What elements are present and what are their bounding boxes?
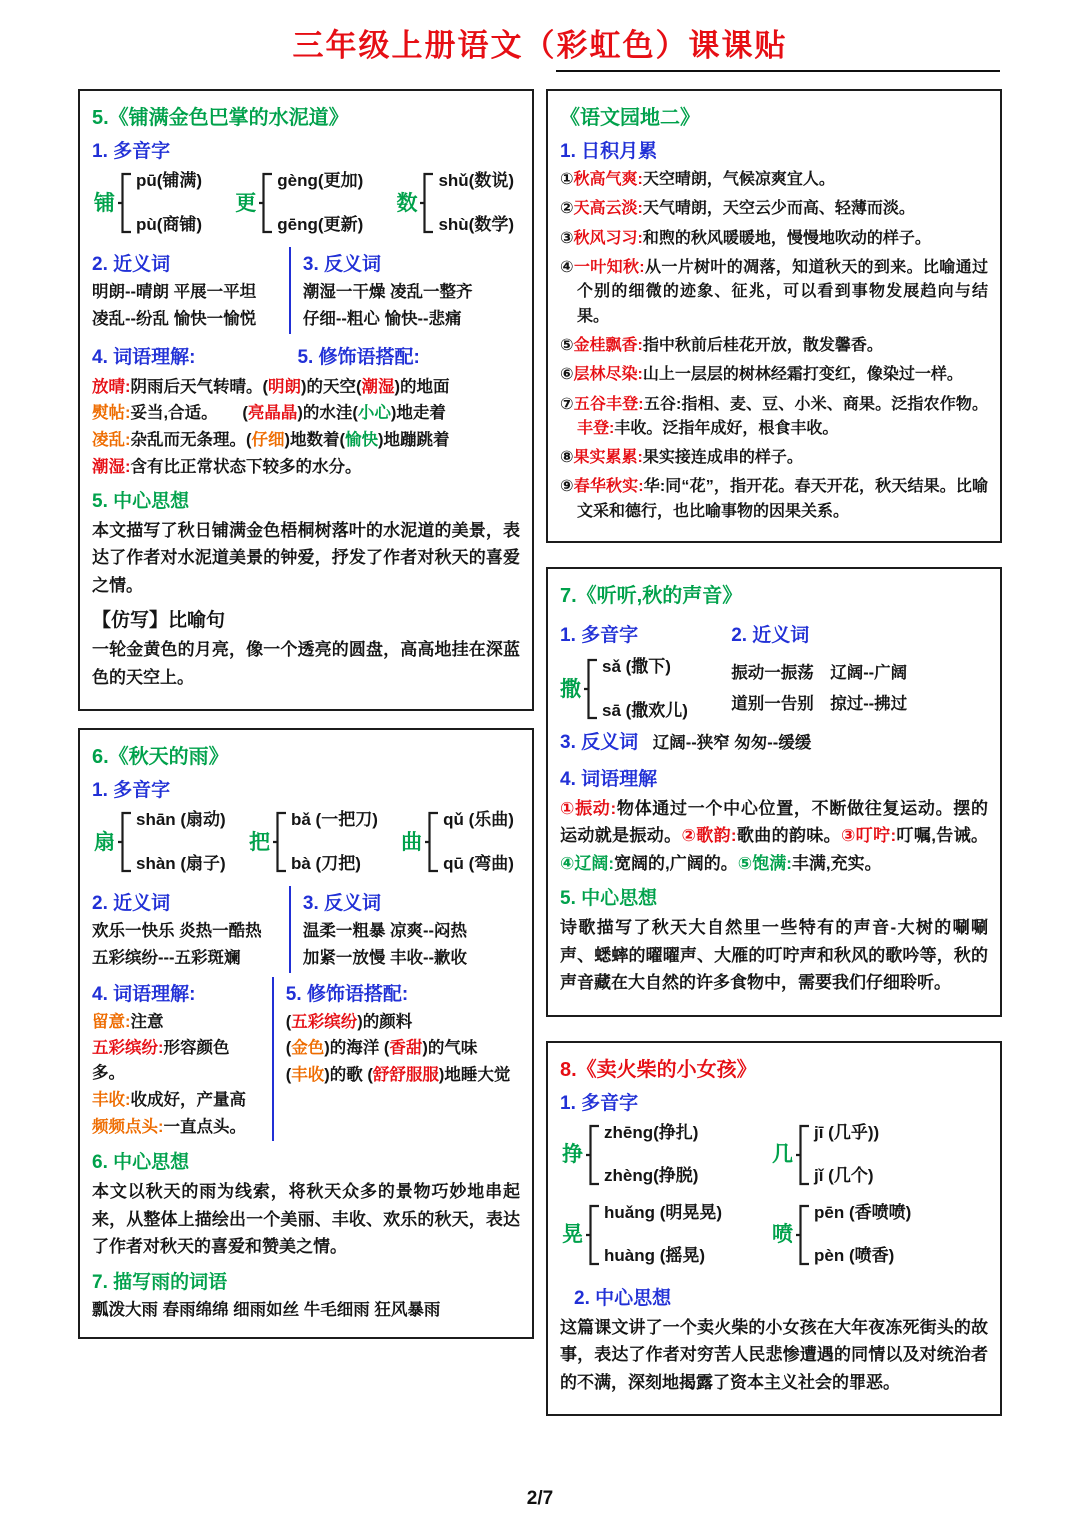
polyphone-group-pu xyxy=(94,171,202,235)
antonym-line: 潮湿一干燥 凌乱一整齐 xyxy=(302,283,473,301)
reading-bottom: jǐ (几个) xyxy=(814,1166,874,1186)
reading-bottom: zhèng(挣脱) xyxy=(604,1166,699,1186)
modifier-match-heading: 5. 修饰语搭配: xyxy=(297,346,420,368)
reading-top: huǎng (明晃晃) xyxy=(604,1202,723,1222)
lesson6-modifier-match xyxy=(272,977,520,1142)
polyphone-character: 数 xyxy=(396,191,418,215)
garden2-title: 《语文园地二》 xyxy=(560,107,700,129)
lesson5-card xyxy=(78,89,534,711)
lesson7-polyphone-synonyms-row xyxy=(560,657,988,721)
polyphone-group-geng xyxy=(235,171,363,235)
reading-bottom: shàn (扇子) xyxy=(136,853,226,873)
polyphone-character: 更 xyxy=(235,191,257,215)
lesson7-word-paragraph: ①振动:物体通过一个中心位置，不断做往复运动。摆的运动就是振动。②歌韵:歌曲的韵味。③叮咛:叮嘱,告诫。④辽阔:宽阔的,广阔的。⑤饱满:丰满,充实。 xyxy=(560,798,988,873)
page-number: 2/7 xyxy=(526,1488,554,1509)
lesson8-theme-text: 这篇课文讲了一个卖火柴的小女孩在大年夜冻死街头的故事，表达了作者对穷苦人民悲惨遭遇的同情以及对统治者的不满，深刻地揭露了资本主义社会的罪恶。 xyxy=(560,1317,988,1392)
antonym-line: 仔细--粗心 愉快--悲痛 xyxy=(302,309,462,328)
idiom-item: ⑦五谷丰登:五谷:指相、麦、豆、小米、商果。泛指农作物。丰登:丰收。泛指年成好，根食丰收。 xyxy=(560,395,988,437)
polyphone-group-sa xyxy=(560,657,731,721)
brace-icon xyxy=(118,810,131,874)
polyphone-group-zheng xyxy=(562,1123,772,1187)
lesson7-title: 7.《听听,秋的声音》 xyxy=(560,585,743,608)
word-line: 放晴:阴雨后天气转晴。(明朗)的天空(潮湿)的地面 xyxy=(92,377,450,396)
polyphone-group-ji xyxy=(772,1123,982,1187)
reading-top: shǔ(数说) xyxy=(438,171,514,190)
lesson5-theme-heading: 5. 中心思想 xyxy=(92,490,190,512)
antonyms-text: 辽阔--狭窄 匆匆--缓缓 xyxy=(652,734,812,753)
lesson7-card xyxy=(546,567,1002,1017)
polyphone-readings xyxy=(597,657,688,721)
polyphone-group-qu xyxy=(401,810,514,874)
polyphone-character: 晃 xyxy=(562,1223,583,1247)
lesson8-polyphones-heading: 1. 多音字 xyxy=(560,1092,639,1114)
polyphone-group-shu xyxy=(396,171,514,235)
antonym-line: 加紧一放慢 丰收--歉收 xyxy=(302,948,467,967)
lesson5-imitation-text: 一轮金黄色的月亮，像一个透亮的圆盘，高高地挂在深蓝色的天空上。 xyxy=(92,640,520,687)
polyphone-group-shan xyxy=(94,810,226,874)
lesson6-syn-ant-section xyxy=(92,886,520,973)
word-line: 五彩缤纷:形容颜色多。 xyxy=(92,1039,230,1083)
page-title: 三年级上册语文（彩虹色）课课贴 xyxy=(292,28,788,63)
idiom-item: ④一叶知秋:从一片树叶的凋落，知道秋天的到来。比喻通过个别的细微的迹象、征兆，可以看到事物发展趋向与结果。 xyxy=(560,258,988,325)
word-line: 频频点头:一直点头。 xyxy=(92,1117,246,1136)
reading-top: gèng(更加) xyxy=(277,171,364,190)
lesson6-antonyms xyxy=(289,886,520,973)
reading-bottom: bà (刀把) xyxy=(291,853,361,873)
lesson7-polyphone xyxy=(560,657,731,721)
synonyms-heading: 2. 近义词 xyxy=(92,893,171,915)
lesson5-title: 5.《铺满金色巴掌的水泥道》 xyxy=(92,107,349,129)
lesson5-antonyms xyxy=(289,247,520,334)
antonym-line: 温柔一粗暴 凉爽--闷热 xyxy=(302,922,467,941)
lesson5-imitation-heading: 【仿写】比喻句 xyxy=(92,610,226,632)
word-line: 凌乱:杂乱而无条理。(仔细)地数着(愉快)地蹦跳着 xyxy=(92,431,450,449)
right-column xyxy=(546,89,1002,1440)
polyphone-readings xyxy=(286,810,378,874)
reading-top: pēn (香喷喷) xyxy=(814,1202,912,1222)
brace-icon xyxy=(420,171,433,235)
polyphone-character: 把 xyxy=(249,830,270,854)
lesson6-card xyxy=(78,728,534,1339)
polyphone-group-ba xyxy=(249,810,378,874)
reading-top: bǎ (一把刀) xyxy=(291,810,378,830)
polyphone-character: 几 xyxy=(772,1143,793,1167)
synonym-line: 欢乐一快乐 炎热一酷热 xyxy=(92,922,262,941)
antonyms-heading: 3. 反义词 xyxy=(302,893,381,915)
polyphone-group-huang xyxy=(562,1203,772,1267)
brace-icon xyxy=(259,171,272,235)
reading-top: shān (扇动) xyxy=(136,810,226,830)
lesson8-polyphone-row-1 xyxy=(562,1123,982,1187)
polyphone-character: 挣 xyxy=(562,1143,583,1167)
brace-icon xyxy=(425,810,438,874)
match-line: (五彩缤纷)的颜料 xyxy=(285,1012,413,1031)
reading-top: pū(铺满) xyxy=(136,171,203,190)
antonyms-heading: 3. 反义词 xyxy=(302,254,381,275)
polyphone-readings xyxy=(599,1123,698,1187)
synonym-line: 振动一振荡 辽阔--广阔 xyxy=(731,664,908,683)
idiom-item: ⑥层林尽染:山上一层层的树林经霜打变红，像染过一样。 xyxy=(560,366,963,384)
reading-top: qǔ (乐曲) xyxy=(443,810,514,830)
lesson6-theme-heading: 6. 中心思想 xyxy=(92,1152,190,1174)
lesson7-theme-heading: 5. 中心思想 xyxy=(560,888,658,910)
polyphone-readings xyxy=(809,1203,911,1267)
lesson5-polyphones-heading: 1. 多音字 xyxy=(92,141,171,162)
modifier-match-heading: 5. 修饰语搭配: xyxy=(285,983,409,1005)
lesson6-theme-text: 本文以秋天的雨为线索，将秋天众多的景物巧妙地串起来，从整体上描绘出一个美丽、丰收、欢乐的秋天，表达了作者对秋天的喜爱和赞美之情。 xyxy=(92,1182,520,1257)
polyphone-character: 撒 xyxy=(560,677,581,701)
antonyms-heading: 3. 反义词 xyxy=(560,732,639,754)
polyphone-readings xyxy=(131,171,202,235)
polyphone-readings xyxy=(272,171,363,235)
polyphone-readings xyxy=(809,1123,879,1187)
word-understanding-heading: 4. 词语理解: xyxy=(92,346,196,368)
polyphone-readings xyxy=(433,171,514,235)
idiom-item: ⑤金桂飘香:指中秋前后桂花开放，散发馨香。 xyxy=(560,336,883,354)
reading-bottom: pù(商铺) xyxy=(136,214,203,234)
idiom-item: ②天高云淡:天气晴朗，天空云少而高、轻薄而淡。 xyxy=(560,200,915,218)
lesson8-card xyxy=(546,1041,1002,1417)
lesson7-headings-row xyxy=(560,614,988,651)
lesson6-polyphones-heading: 1. 多音字 xyxy=(92,780,171,802)
lesson6-rain-words: 瓢泼大雨 春雨绵绵 细雨如丝 牛毛细雨 狂风暴雨 xyxy=(92,1301,441,1319)
synonym-line: 凌乱--纷乱 愉快一愉悦 xyxy=(92,309,257,328)
brace-icon xyxy=(118,171,131,235)
word-understanding-heading: 4. 词语理解: xyxy=(92,983,196,1005)
polyphone-character: 扇 xyxy=(94,830,115,854)
lesson7-synonyms xyxy=(731,659,988,719)
lesson6-word-match-section xyxy=(92,977,520,1142)
idiom-item: ③秋风习习:和煦的秋风暖暖地，慢慢地吹动的样子。 xyxy=(560,229,931,247)
lesson8-title: 8.《卖火柴的小女孩》 xyxy=(560,1058,757,1081)
synonyms-heading: 2. 近义词 xyxy=(731,625,810,647)
lesson7-theme-text: 诗歌描写了秋天大自然里一些特有的声音-大树的唰唰声、蟋蟀的曜曜声、大雁的叮咛声和秋风的歌吟等，秋的声音藏在大自然的许多食物中，需要我们仔细聆听。 xyxy=(560,918,988,993)
reading-bottom: shù(数学) xyxy=(438,214,514,234)
garden2-card xyxy=(546,89,1002,543)
word-line: 丰收:收成好，产量高 xyxy=(92,1090,246,1109)
polyphone-character: 曲 xyxy=(401,830,423,854)
brace-icon xyxy=(586,1203,599,1267)
word-understanding-heading: 4. 词语理解 xyxy=(560,768,658,790)
synonym-line: 五彩缤纷---五彩斑斓 xyxy=(92,948,241,967)
reading-bottom: qū (弯曲) xyxy=(443,853,514,873)
polyphone-character: 喷 xyxy=(772,1223,793,1247)
synonyms-heading: 2. 近义词 xyxy=(92,254,171,275)
match-line: (丰收)的歌 (舒舒服服)地睡大觉 xyxy=(285,1066,511,1085)
lesson8-polyphone-row-2 xyxy=(562,1203,982,1267)
reading-top: sǎ (撒下) xyxy=(602,657,671,677)
brace-icon xyxy=(273,810,286,874)
brace-icon xyxy=(586,1123,599,1187)
lesson5-word-headings xyxy=(92,336,520,373)
lesson5-synonyms xyxy=(92,247,289,334)
garden2-accumulation-heading: 1. 日积月累 xyxy=(560,141,658,162)
reading-bottom: gēng(更新) xyxy=(277,214,364,234)
lesson6-polyphone-row xyxy=(94,810,514,874)
polyphone-readings xyxy=(131,810,226,874)
lesson7-antonyms-line xyxy=(560,729,988,758)
brace-icon xyxy=(796,1203,809,1267)
match-line: (金色)的海洋 (香甜)的气味 xyxy=(285,1039,478,1058)
idiom-item: ⑧果实累累:果实接连成串的样子。 xyxy=(560,449,803,467)
left-column xyxy=(78,89,534,1356)
reading-bottom: sā (撒欢儿) xyxy=(602,700,688,720)
lesson6-rain-words-heading: 7. 描写雨的词语 xyxy=(92,1272,228,1293)
synonym-line: 道别一告别 掠过--拂过 xyxy=(731,695,908,714)
content-columns xyxy=(78,89,1002,1440)
word-line: 潮湿:含有比正常状态下较多的水分。 xyxy=(92,457,362,476)
word-line: 留意:注意 xyxy=(92,1012,164,1031)
brace-icon xyxy=(584,657,597,721)
lesson7-polyphones-heading: 1. 多音字 xyxy=(560,625,639,647)
reading-top: zhēng(挣扎) xyxy=(604,1122,699,1142)
synonym-line: 明朗--晴朗 平展一平坦 xyxy=(92,283,257,301)
reading-bottom: huàng (摇晃) xyxy=(604,1246,706,1266)
lesson8-theme-heading: 2. 中心思想 xyxy=(574,1287,672,1309)
polyphone-group-pen xyxy=(772,1203,982,1267)
word-line: 熨帖:妥当,合适。 (亮晶晶)的水洼(小心)地走着 xyxy=(92,404,446,423)
lesson6-synonyms xyxy=(92,886,289,973)
scan-artifact-line xyxy=(556,70,1000,72)
idiom-item: ⑨春华秋实:华:同“花”，指开花。春天开花，秋天结果。比喻文采和德行，也比喻事物的因果关系。 xyxy=(560,478,988,520)
polyphone-character: 铺 xyxy=(94,191,115,215)
polyphone-readings xyxy=(438,810,514,874)
reading-top: jī (几乎)) xyxy=(814,1122,880,1142)
polyphone-readings xyxy=(599,1203,722,1267)
lesson5-syn-ant-section xyxy=(92,247,520,334)
lesson5-theme-text: 本文描写了秋日铺满金色梧桐树落叶的水泥道的美景，表达了作者对水泥道美景的钟爱，抒发了作者对秋天的喜爱之情。 xyxy=(92,520,520,595)
lesson6-title: 6.《秋天的雨》 xyxy=(92,746,229,769)
lesson6-word-understanding xyxy=(92,977,272,1142)
reading-bottom: pèn (喷香) xyxy=(814,1246,895,1266)
brace-icon xyxy=(796,1123,809,1187)
lesson5-polyphone-row xyxy=(94,171,514,235)
idiom-item: ①秋高气爽:天空晴朗，气候凉爽宜人。 xyxy=(560,171,835,188)
